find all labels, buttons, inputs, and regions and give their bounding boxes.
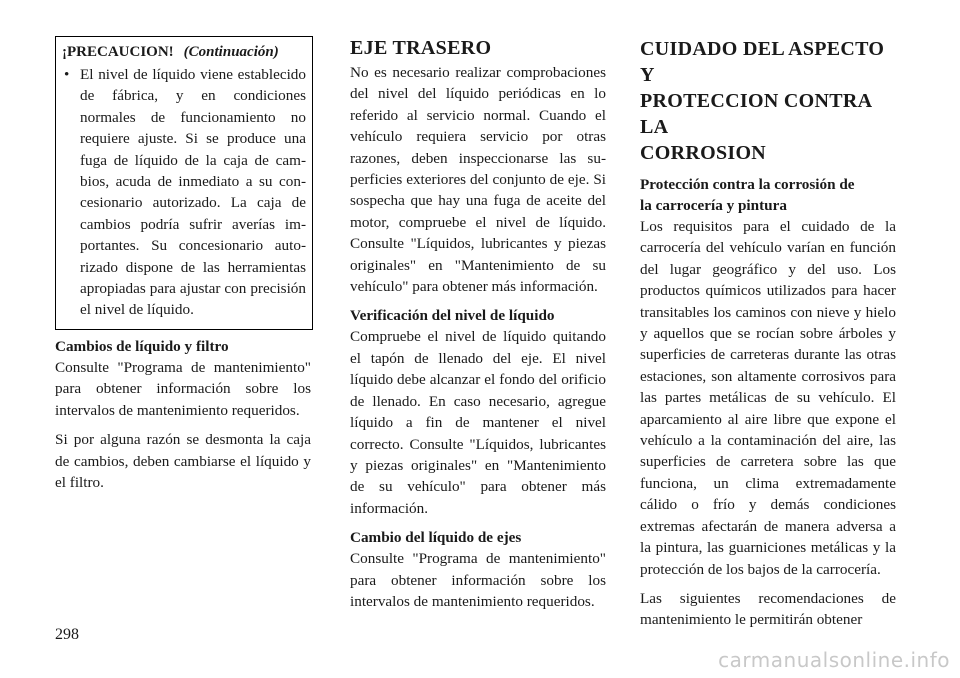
caution-box [55, 36, 313, 330]
paragraph: Consulte "Programa de mantenimiento" para obtener información sobre los intervalos de mantenimiento requeridos. [350, 550, 606, 610]
paragraph: Los requisitos para el cuidado de la carrocería del vehículo varían en función del lugar geográfico y del uso. Los productos químicos utilizados para hacer transitables los caminos con nieve y hielo y aquellos que se rocían sobre árboles y superficies de carreteras durante las otras estaciones, son altamente corrosivos para las partes metálicas de su vehículo. El aparcamiento al aire libre que expone el vehículo a la contaminación del aire, las superficies de carretera sobre las que funciona, un clima extremadamente cálido o frío y demás condiciones extremas afectarán de manera adversa a la pintura, las guarniciones metálicas y la protección de los bajos de la carrocería. [640, 218, 896, 578]
column-right [640, 36, 896, 639]
subheading-fluid-level: Verificación del nivel de líquido [350, 307, 555, 325]
paragraph: Consulte "Programa de mantenimiento" para obtener información sobre los intervalos de mantenimiento requeridos. [55, 358, 311, 419]
caution-title: ¡PRECAUCION! [62, 44, 174, 60]
paragraph: No es necesario realizar comprobaciones del nivel del líquido periódicas en lo referido al servicio normal. Cuando el vehículo requiera servicio por otras razones, deben inspeccionarse las superficies exteriores del conjunto de eje. Si sospecha que hay una fuga de aceite del motor, compruebe el nivel de líquido. Consulte "Líquidos, lubricantes y piezas originales" en "Mantenimiento de su vehículo" para obtener más información. [350, 64, 606, 296]
subheading-line: la carrocería y pintura [640, 197, 787, 214]
subheading-axle-fluid-change: Cambio del líquido de ejes [350, 529, 522, 547]
caution-bullet: • El nivel de líquido viene establecido de fábrica, y en condiciones normales de funcionamiento no requiere ajuste. Si se produce una fuga de líquido de la caja de cambios, acuda de inmediato a su concesionario autorizado. La caja de cambios podría sufrir averías importantes. Su concesionario autorizado dispone de las herramientas apropiadas para ajustar con precisión el nivel de líquido. [62, 64, 306, 321]
subheading-body-paint-protection [640, 174, 896, 216]
subheading-line: Protección contra la corrosión de [640, 176, 855, 193]
watermark: carmanualsonline.info [718, 648, 950, 672]
column-middle [350, 36, 606, 620]
caution-continuation: (Continuación) [183, 44, 279, 60]
title-line: CORROSION [640, 142, 767, 164]
paragraph: Si por alguna razón se desmonta la caja de cambios, deben cambiarse el líquido y el filtro. [55, 431, 311, 491]
column-left [55, 36, 311, 501]
section-title-appearance-care [640, 36, 896, 166]
paragraph: Las siguientes recomendaciones de mantenimiento le permitirán obtener [640, 589, 896, 629]
caution-heading [62, 43, 306, 62]
paragraph: Compruebe el nivel de líquido quitando el tapón de llenado del eje. El nivel líquido debe alcanzar el fondo del orificio de llenado. En caso necesario, agregue líquido a fin de mantener el nivel correcto. Consulte "Líquidos, lubricantes y piezas originales" en "Mantenimiento de su vehículo" para obtener más información. [350, 328, 606, 517]
title-line: CUIDADO DEL ASPECTO Y [640, 38, 885, 86]
section-heading-fluid-filter: Cambios de líquido y filtro [55, 337, 229, 355]
title-line: PROTECCION CONTRA LA [640, 90, 872, 138]
page-number: 298 [55, 626, 79, 643]
section-title-rear-axle: EJE TRASERO [350, 37, 492, 59]
